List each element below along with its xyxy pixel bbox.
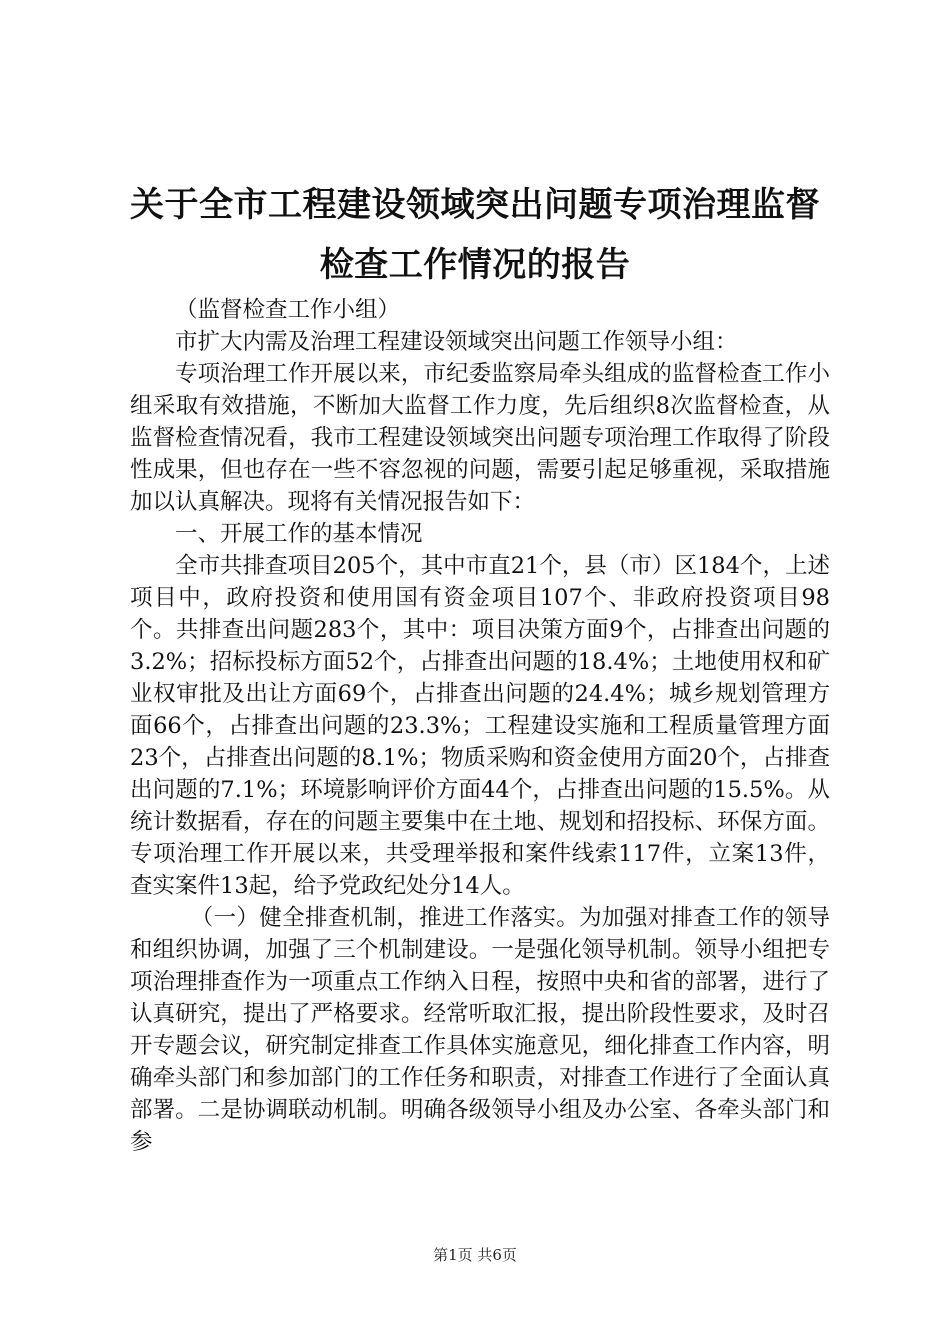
salutation: 市扩大内需及治理工程建设领域突出问题工作领导小组： bbox=[175, 329, 738, 355]
intro-paragraph: 专项治理工作开展以来，市纪委监察局牵头组成的监督检查工作小组采取有效措施，不断加大监督工作力度，先后组织8次监督检查，从监督检查情况看，我市工程建设领域突出问题专项治理工作取得了阶段性成果，但也存在一些不容忽视的问题，需要引起足够重视，采取措施加以认真解决。现将有关情况报告如下： bbox=[130, 361, 830, 515]
author-line: （监督检查工作小组） bbox=[175, 297, 401, 323]
document-title-line-2: 检查工作情况的报告 bbox=[319, 245, 631, 285]
statistics-paragraph: 全市共排查项目205个，其中市直21个，县（市）区184个，上述项目中，政府投资和使用国有资金项目107个、非政府投资项目98个。共排查出问题283个，其中：项目决策方面9个，占排查出问题的3.2%；招标投标方面52个，占排查出问题的18.4%；土地使用权和矿业权审批及出让方面69个，占排查出问题的24.4%；城乡规划管理方面66个，占排查出问题的23.3%；工程建设实施和工程质量管理方面23个，占排查出问题的8.1%；物质采购和资金使用方面20个，占排查出问题的7.1%；环境影响评价方面44个，占排查出问题的15.5%。从统计数据看，存在的问题主要集中在土地、规划和招投标、环保方面。专项治理工作开展以来，共受理举报和案件线索117件，立案13件，查实案件13起，给予党政纪处分14人。 bbox=[130, 553, 830, 899]
page-footer: 第1页 共6页 bbox=[433, 1246, 517, 1264]
document-body bbox=[130, 294, 830, 1158]
subsection-paragraph: （一）健全排查机制，推进工作落实。为加强对排查工作的领导和组织协调，加强了三个机制建设。一是强化领导机制。领导小组把专项治理排查作为一项重点工作纳入日程，按照中央和省的部署，进行了认真研究，提出了严格要求。经常听取汇报，提出阶段性要求，及时召开专题会议，研究制定排查工作具体实施意见，细化排查工作内容，明确牵头部门和参加部门的工作任务和职责，对排查工作进行了全面认真部署。二是协调联动机制。明确各级领导小组及办公室、各牵头部门和参 bbox=[130, 905, 830, 1155]
section-heading: 一、开展工作的基本情况 bbox=[175, 521, 423, 547]
document-title-line-1: 关于全市工程建设领域突出问题专项治理监督 bbox=[130, 185, 820, 225]
